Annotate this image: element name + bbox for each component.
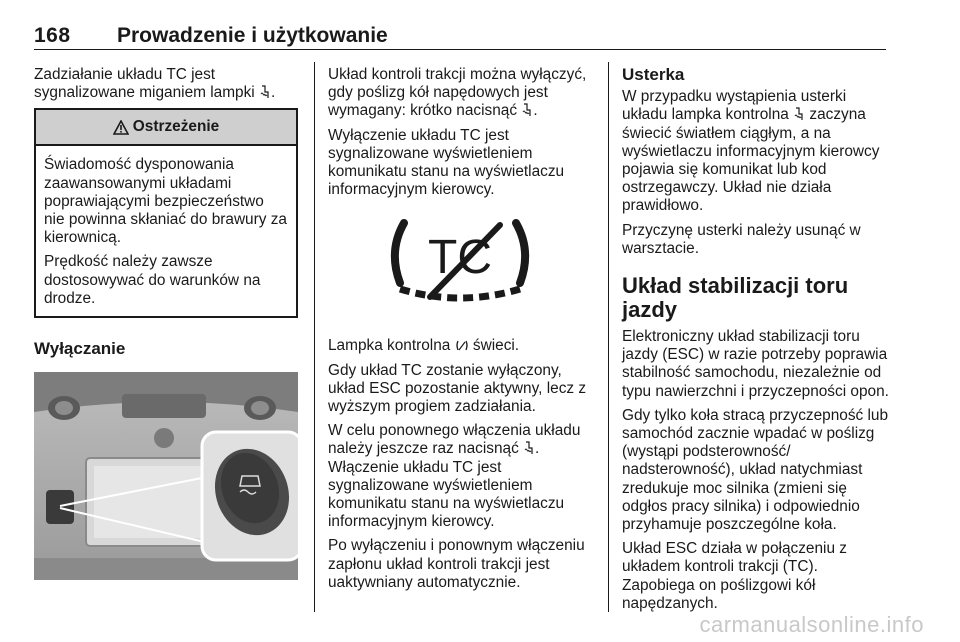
paragraph-text: świeci. <box>472 337 520 355</box>
column-middle <box>328 66 596 598</box>
warning-body <box>36 146 296 316</box>
traction-off-icon <box>521 103 533 117</box>
warning-header <box>36 110 296 146</box>
paragraph-text: Włączenie układu TC jest sygnalizowane wyświetleniem komunikatu stanu na wyświetlaczu informacyjnym kierowcy. <box>328 458 565 531</box>
paragraph <box>622 88 890 215</box>
paragraph-text: . <box>535 440 540 458</box>
paragraph-text: W przypadku wystąpienia usterki układu lampka kontrolna <box>622 88 847 124</box>
paragraph <box>328 337 596 355</box>
tc-off-small-icon <box>455 340 469 352</box>
paragraph-text: Układ kontroli trakcji można wyłączyć, gdy poślizg kół napędowych jest wymagany: krótko nacisnąć <box>328 66 587 120</box>
paragraph-text: . <box>533 102 538 120</box>
paragraph-text: Lampka kontrolna <box>328 337 451 355</box>
intro-text: sygnalizowane miganiem lampki <box>34 84 255 102</box>
section-heading: Usterka <box>622 65 685 84</box>
chapter-heading: Układ stabilizacji toru jazdy <box>622 273 849 323</box>
paragraph: Elektroniczny układ stabilizacji toru jazdy (ESC) w razie potrzeby poprawia stabilność samochodu, niezależnie od typu nawierzchni i przyczepności opon. <box>622 328 889 400</box>
warning-text: Prędkość należy zawsze dostosowywać do warunków na drodze. <box>44 253 261 307</box>
paragraph-text: zaczyna świecić światłem ciągłym, a na wyświetlaczu informacyjnym kierowcy pojawia się komunikat lub kod ostrzegawczy. Układ nie działa prawidłowo. <box>622 106 880 215</box>
watermark: carmanualsonline.info <box>699 612 924 637</box>
paragraph: Przyczynę usterki należy usunąć w warsztacie. <box>622 221 861 257</box>
dashboard-button-photo <box>34 372 298 580</box>
intro-text: Zadziałanie układu TC jest <box>34 66 216 83</box>
column-left <box>34 66 302 580</box>
traction-off-icon <box>523 441 535 455</box>
tc-off-icon <box>360 211 560 319</box>
traction-off-icon <box>259 85 271 99</box>
paragraph <box>328 66 596 121</box>
warning-text: Świadomość dysponowania zaawansowanymi układami poprawiającymi bezpieczeństwo nie powinna skłaniać do brawury za kierownicą. <box>44 156 287 247</box>
warning-title: Ostrzeżenie <box>132 118 220 136</box>
page-title: Prowadzenie i użytkowanie <box>117 24 388 47</box>
intro-paragraph: Zadziałanie układu TC jest sygnalizowane miganiem lampki . <box>34 66 276 102</box>
column-divider <box>608 62 609 612</box>
section-heading: Wyłączanie <box>34 339 126 359</box>
column-right <box>622 66 890 619</box>
paragraph-text: W celu ponownego włączenia układu należy jeszcze raz nacisnąć <box>328 422 581 458</box>
page-header <box>34 24 886 50</box>
page-number: 168 <box>34 24 71 47</box>
paragraph: Układ ESC działa w połączeniu z układem kontroli trakcji (TC). Zapobiega on poślizgowi kół napędzanych. <box>622 540 847 612</box>
paragraph: Po wyłączeniu i ponownym włączeniu zapłonu układ kontroli trakcji jest uaktywniany automatycznie. <box>328 537 585 591</box>
paragraph: Wyłączenie układu TC jest sygnalizowane wyświetleniem komunikatu stanu na wyświetlaczu informacyjnym kierowcy. <box>328 126 565 199</box>
warning-box <box>34 108 298 318</box>
warning-triangle-icon <box>113 120 129 135</box>
tc-label: TC <box>428 231 492 285</box>
column-divider <box>314 62 315 612</box>
tc-off-indicator-figure <box>328 211 592 319</box>
paragraph <box>328 422 596 531</box>
paragraph: Gdy układ TC zostanie wyłączony, układ ESC pozostanie aktywny, lecz z wyższym progiem zadziałania. <box>328 361 587 416</box>
dashboard-illustration <box>34 372 298 580</box>
paragraph: Gdy tylko koła stracą przyczepność lub samochód zacznie wpadać w poślizg (wystąpi podsterowność/ nadsterowność), układ natychmiast zredukuje moc silnika (zmieni się odgłos pracy silnika) i odpowiednio przyhamuje poszczególne koła. <box>622 406 889 534</box>
traction-off-icon <box>793 107 805 121</box>
